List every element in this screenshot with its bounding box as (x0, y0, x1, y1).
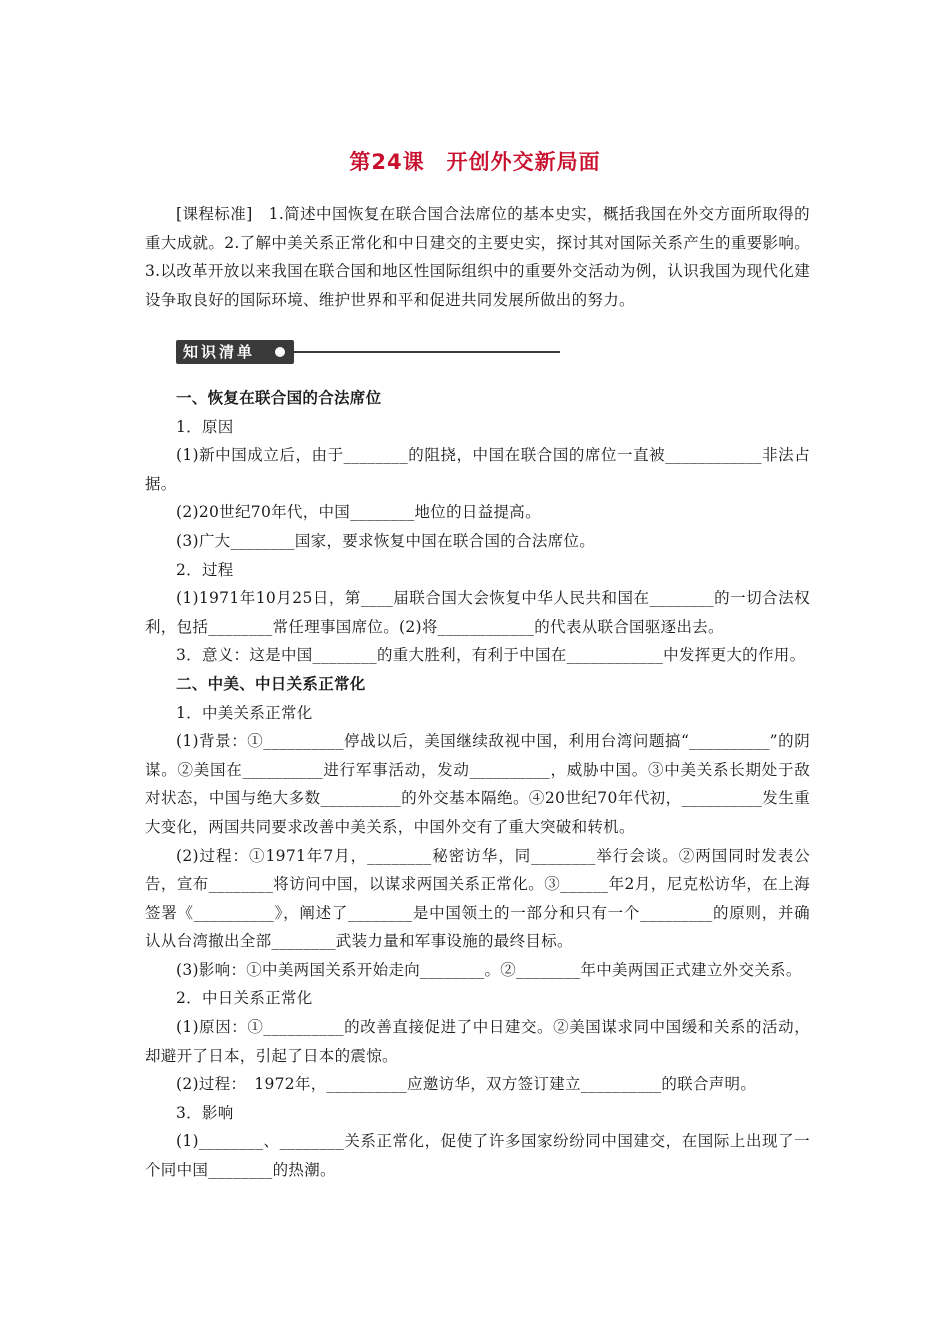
bullet-dot-icon (275, 347, 285, 357)
banner-label: 知识清单 (183, 343, 256, 361)
lesson-title: 第24课 开创外交新局面 (349, 150, 601, 174)
paragraph: (2)20世纪70年代，中国________地位的日益提高。 (176, 503, 541, 522)
banner-rule (294, 351, 560, 353)
section-heading-1: 一、恢复在联合国的合法席位 (176, 389, 382, 407)
paragraph: 1．原因 (176, 417, 234, 436)
paragraph: (3)影响：①中美两国关系开始走向________。②________年中美两国正式建立外交关系。 (176, 960, 802, 979)
paragraph: 2．中日关系正常化 (176, 989, 313, 1008)
paragraph: 3．意义：这是中国________的重大胜利，有利于中国在____________中发挥更大的作用。 (176, 646, 806, 665)
paragraph: (3)广大________国家，要求恢复中国在联合国的合法席位。 (176, 531, 596, 550)
section-banner (176, 340, 560, 364)
paragraph: 3．影响 (176, 1103, 234, 1122)
paragraph: 2．过程 (176, 560, 234, 579)
paragraph: 1．中美关系正常化 (176, 703, 313, 722)
banner-label-box (176, 340, 294, 364)
section-heading-2: 二、中美、中日关系正常化 (176, 674, 366, 693)
paragraph: (1)背景：①__________停战以后，美国继续敌视中国，利用台湾问题搞“__________”的阴谋。②美国在__________进行军事活动，发动__________，威胁中国。③中美关系长期处于敌对状态，中国与绝大多数__________的外交基本隔绝。④20世纪70年代初，__________发生重大变化，两国共同要求改善中美关系，中国外交有了重大突破和转机。 (145, 732, 810, 836)
paragraph: (1)________、________关系正常化，促使了许多国家纷纷同中国建交，在国际上出现了一个同中国________的热潮。 (145, 1132, 810, 1180)
paragraph: (2)过程：①1971年7月，________秘密访华，同________举行会谈。②两国同时发表公告，宣布________将访问中国，以谋求两国关系正常化。③______年2月，尼克松访华，在上海签署《__________》，阐述了________是中国领土的一部分和只有一个_________的原则，并确认从台湾撤出全部________武装力量和军事设施的最终目标。 (145, 846, 810, 951)
knowledge-content (145, 384, 810, 1185)
paragraph: (1)原因：①__________的改善直接促进了中日建交。②美国谋求同中国缓和关系的活动，却避开了日本，引起了日本的震惊。 (145, 1018, 810, 1065)
paragraph: (1)新中国成立后，由于________的阻挠，中国在联合国的席位一直被____________非法占据。 (145, 446, 810, 493)
paragraph: (2)过程： 1972年，__________应邀访华，双方签订建立__________的联合声明。 (176, 1075, 757, 1094)
paragraph: (1)1971年10月25日，第____届联合国大会恢复中华人民共和国在________的一切合法权利，包括________常任理事国席位。(2)将____________的代表从联合国驱逐出去。 (145, 589, 810, 636)
curriculum-standard: [课程标准] 1.简述中国恢复在联合国合法席位的基本史实，概括我国在外交方面所取得的重大成就。2.了解中美关系正常化和中日建交的主要史实，探讨其对国际关系产生的重要影响。3.以改革开放以来我国在联合国和地区性国际组织中的重要外交活动为例，认识我国为现代化建设争取良好的国际环境、维护世界和平和促进共同发展所做出的努力。 (145, 205, 810, 309)
